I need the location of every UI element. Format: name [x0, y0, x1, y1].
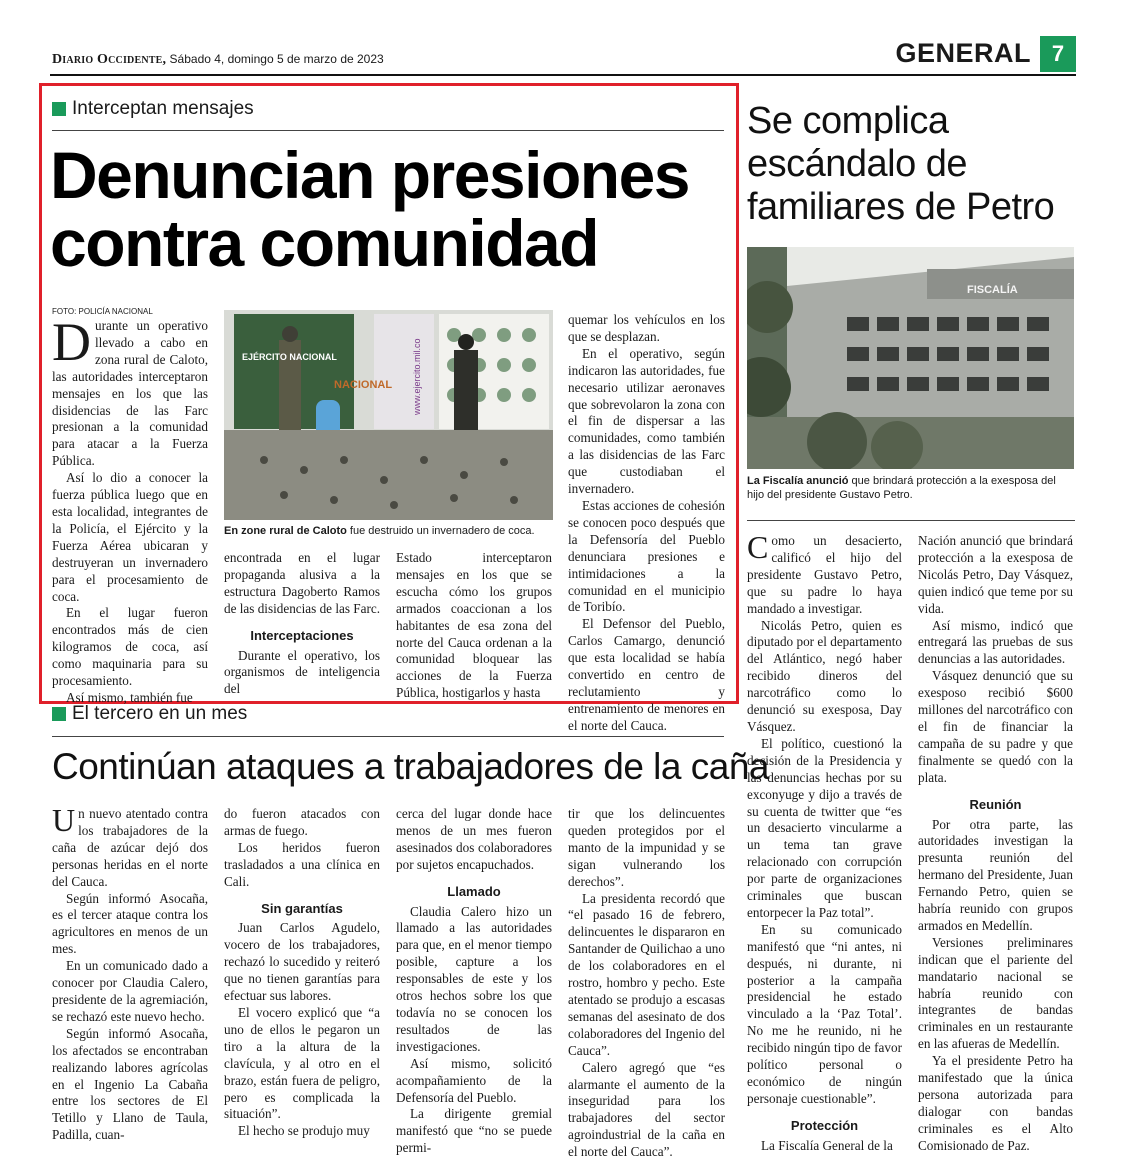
story2-col2-p1: do fueron atacados con armas de fuego. — [224, 806, 380, 838]
kicker-square-icon — [52, 102, 66, 116]
story2-col3-p1: cerca del lugar donde hace menos de un mes fueron asesinados dos colaboradores por sujetos encapuchados. — [396, 806, 552, 872]
story2-col2-p2: Los heridos fueron trasladados a una clínica en Cali. — [224, 839, 380, 889]
story3-caption-bold: La Fiscalía anunció — [747, 475, 849, 487]
story1-kicker-text: Interceptan mensajes — [72, 98, 254, 119]
story3-col1-p1-text: omo un desacierto, calificó el hijo del presidente Gustavo Petro, que su padre lo haya mandado a investigar. — [747, 533, 902, 616]
military-photo — [224, 310, 553, 520]
story1-column-4 — [568, 312, 725, 735]
story2-kicker-text: El tercero en un mes — [72, 703, 248, 724]
story2-subhead-2: Llamado — [447, 883, 501, 899]
story2-col4-p1: tir que los delincuentes queden protegidos por el manto de la impunidad y se sigan vulnerando los derechos”. — [568, 806, 725, 889]
story1-headline-line2: contra comunidad — [50, 206, 599, 280]
story2-col3-p4: La dirigente gremial manifestó que “no se puede permi- — [396, 1106, 552, 1156]
fiscalia-building-photo — [747, 247, 1074, 469]
story3-caption — [747, 474, 1075, 502]
kicker-rule — [52, 736, 724, 737]
story1-col2-p2: Durante el operativo, los organismos de inteligencia del — [224, 647, 380, 697]
kicker-square-icon — [52, 707, 66, 721]
story3-headline — [747, 100, 1054, 229]
story3-headline-line3: familiares de Petro — [747, 186, 1055, 228]
story2-col1-p3: En un comunicado dado a conocer por Claudia Calero, presidente de la agremiación, se rechazó este nuevo hecho. — [52, 958, 208, 1024]
story3-col2-p6: Ya el presidente Petro ha manifestado que la única persona autorizada para dialogar con bandas criminales es el Alto Comisionado de Paz. — [918, 1053, 1073, 1153]
story2-headline: Continúan ataques a trabajadores de la caña — [52, 746, 769, 787]
story3-column-2 — [918, 533, 1073, 1155]
story2-col1-p2: Según informó Asocaña, es el tercer ataque contra los agricultores en menos de un mes. — [52, 890, 208, 957]
story1-col4-p3: Estas acciones de cohesión se conocen poco después que la Defensoría del Pueblo denunciara presiones e intimidaciones a la comunidad en el municipio de Toribío. — [568, 497, 725, 615]
page-number: 7 — [1040, 36, 1076, 72]
story3-headline-line2: escándalo de — [747, 143, 968, 185]
masthead — [52, 52, 384, 68]
photo-banner-text: EJÉRCITO NACIONAL — [242, 352, 337, 362]
story2-col4-p2: La presidenta recordó que “el pasado 16 de febrero, delincuentes le dispararon en Santander de Quilichao a uno de los colaboradores en el rostro, hombro y pecho. Este atentado se produjo a escasas semanas del asesinato de dos colaboradores del Ingenio del Cauca”. — [568, 890, 725, 1058]
story1-col4-p2: En el operativo, según indicaron las autoridades, fue necesario utilizar aeronaves que sobrevolaron la zona con el fin de dispersar a las comunidades, como también a las disidencias de las Farc que custodiaban el invernadero. — [568, 345, 725, 497]
story1-col1-p3: En el lugar fueron encontrados más de cien kilogramos de coca, así como maquinaria para su procesamiento. — [52, 605, 208, 689]
story1-photo — [224, 310, 553, 520]
issue-date: Sábado 4, domingo 5 de marzo de 2023 — [166, 52, 384, 66]
story2-col4-p3: Calero agregó que “es alarmante el aumento de la inseguridad para los trabajadores del sector agroindustrial de la caña en el norte del Cauca”. — [568, 1059, 725, 1160]
story2-col2-p3: Juan Carlos Agudelo, vocero de los trabajadores, rechazó lo sucedido y reiteró que no tienen garantías para efectuar sus labores. — [224, 920, 380, 1004]
story3-col1-p4: En su comunicado manifestó que “ni antes, ni después, ni durante, ni posterior a la campaña presidencial he estado vinculado a la ‘Paz Total’. No me he reunido, ni he recibido ningún tipo de favor político personal o económico de ningún personaje cuestionable”. — [747, 921, 902, 1106]
story3-col2-p3: Vásquez denunció que su exesposo recibió $600 millones del narcotráfico con el fin de financiar la campaña de su padre y que finalmente se quedó con la plata. — [918, 668, 1073, 785]
story2-column-4 — [568, 806, 725, 1161]
section-label: GENERAL — [895, 38, 1031, 68]
story3-col1-p1 — [747, 529, 902, 618]
story3-photo — [747, 247, 1074, 469]
story1-col1-p1 — [52, 312, 208, 470]
photo-banner-text-2: NACIONAL — [334, 379, 393, 391]
story3-headline-line1: Se complica — [747, 100, 949, 142]
story1-column-2 — [224, 550, 380, 698]
story3-column-1 — [747, 529, 902, 1155]
story2-col2-p5: El hecho se produjo muy — [238, 1123, 370, 1139]
story3-col2-p2: Así mismo, indicó que entregará las pruebas de sus denuncias a las autoridades. — [918, 617, 1073, 667]
story2-col3-p2: Claudia Calero hizo un llamado a las autoridades para que, en el menor tiempo posible, capture a los responsables de este y los otros hechos sobre los que todavía no se conocen los resultados de las investigaciones. — [396, 903, 552, 1054]
story2-col1-p1 — [52, 802, 208, 891]
story2-col2-p4: El vocero explicó que “a uno de ellos le pegaron un tiro a la altura de la clavícula, y al otro en el brazo, están fuera de peligro, pero es complicada la situación”. — [224, 1004, 380, 1122]
story3-col1-p5: La Fiscalía General de la — [761, 1137, 893, 1153]
story2-kicker — [52, 703, 247, 725]
paper-name: Diario Occidente, — [52, 52, 167, 67]
story2-col3-p3: Así mismo, solicitó acompañamiento de la Defensoría del Pueblo. — [396, 1055, 552, 1105]
story3-col2-p4: Por otra parte, las autoridades investigan la presunta reunión del hermano del Presidente, Juan Fernando Petro, quien se habría reunido con grupos armados en Medellín. — [918, 816, 1073, 933]
story2-col1-p4: Según informó Asocaña, los afectados se encontraban realizando labores agrícolas en el Ingenio La Cabaña entre los sectores de El Tetillo y Llano de Taula, Padilla, cuan- — [52, 1025, 208, 1143]
story2-column-3 — [396, 806, 552, 1157]
story1-col1-p4: Así mismo, también fue — [66, 689, 193, 705]
story1-col2-p1: encontrada en el lugar propaganda alusiva a la estructura Dagoberto Ramos de las disidencias de las Farc. — [224, 550, 381, 616]
story3-subhead-1: Protección — [790, 1117, 859, 1133]
story3-col1-p2: Nicolás Petro, quien es diputado por el departamento del Atlántico, negó haber recibido dineros del narcotráfico como lo denunció su exesposa, Day Vásquez. — [747, 617, 902, 734]
dropcap: U — [52, 802, 76, 838]
story1-subhead: Interceptaciones — [250, 627, 354, 643]
story1-headline — [50, 138, 690, 280]
story2-subhead-1: Sin garantías — [261, 900, 343, 916]
photo-url-text: www.ejercito.mil.co — [412, 338, 422, 415]
story1-col1-p1-text: urante un operativo llevado a cabo en zona rural de Caloto, las autoridades interceptaron mensajes en los que las disidencias de las Farc presionan a la comunidad para atacar a la Fuerza Pública. — [52, 318, 208, 469]
story1-kicker — [52, 98, 254, 120]
story1-column-3 — [396, 550, 552, 702]
story3-col2-p5: Versiones preliminares indican que el pariente del mandatario nacional se habría reunido con integrantes de bandas criminales en un restaurante en las afueras de Medellín. — [918, 934, 1073, 1052]
story2-col1-p1-text: n nuevo atentado contra los trabajadores de la caña de azúcar dejó dos personas heridas en el norte del Cauca. — [52, 806, 208, 889]
story1-caption-rest: fue destruido un invernadero de coca. — [346, 525, 535, 537]
story3-col2-p1: Nación anunció que brindará protección a la exesposa de Nicolás Petro, Day Vásquez, quien indicó que teme por su vida. — [918, 533, 1073, 616]
story3-col1-p3: El político, cuestionó la decisión de la Presidencia y las denuncias hechas por su exconyuge y dijo a través de su cuenta de twitter que “es un desacierto vincularme a un tema tan grave relacionado con corrupción por parte de organizaciones criminales que buscan entorpecer la Paz total”. — [747, 735, 902, 920]
story1-headline-line1: Denuncian presiones — [50, 138, 690, 212]
dropcap: D — [52, 312, 91, 372]
story1-col4-p1: quemar los vehículos en los que se desplazan. — [568, 312, 725, 344]
kicker-rule — [52, 130, 724, 131]
top-rule — [50, 74, 1076, 76]
story1-col1-p2: Así lo dio a conocer la fuerza pública luego que en esta localidad, integrantes de la Policía, el Ejército y la Fuerza Aérea ubicaran y destruyeran un invernadero para el procesamiento de coca. — [52, 470, 208, 604]
story1-col4-p4: El Defensor del Pueblo, Carlos Camargo, denunció que esta localidad se había convertido en centro de reclutamiento y entrenamiento de menores en el norte del Cauca. — [568, 616, 725, 733]
story3-subhead-2: Reunión — [969, 796, 1022, 812]
story1-col3-p1: Estado interceptaron mensajes en los que se escucha cómo los grupos armados coaccionan a los habitantes de esa zona del norte del Cauca ordenan a la comunidad bloquear las acciones de la Fuerza Pública, hostigarlos y hasta — [396, 550, 552, 701]
story2-column-1 — [52, 802, 208, 1144]
fiscalia-sign-text: FISCALÍA — [967, 284, 1018, 296]
story2-column-2 — [224, 806, 380, 1140]
story3-rule — [747, 520, 1075, 521]
story1-caption — [224, 524, 553, 538]
story1-column-1 — [52, 312, 208, 707]
photo-credit: FOTO: POLICÍA NACIONAL — [52, 307, 153, 316]
dropcap: C — [747, 529, 769, 565]
story1-caption-bold: En zone rural de Caloto — [224, 525, 347, 537]
story3-caption-rest: que brindará protección a la exesposa del hijo del presidente Gustavo Petro. — [747, 475, 1056, 501]
